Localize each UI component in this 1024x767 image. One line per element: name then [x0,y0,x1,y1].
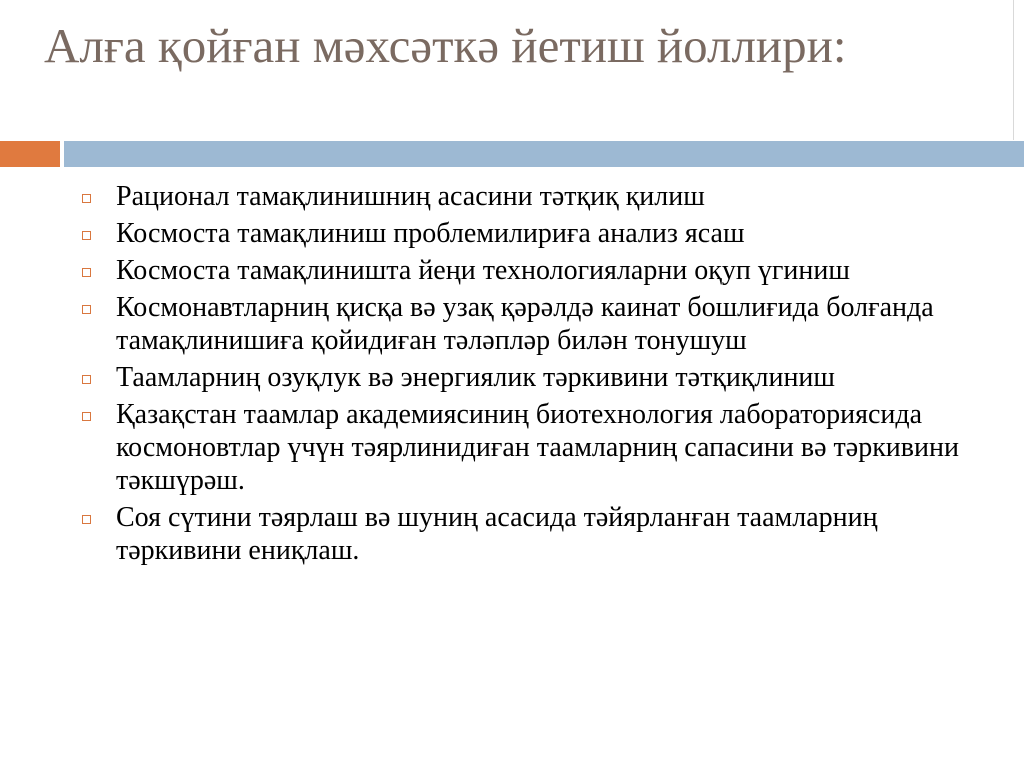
bullet-text: Қазақстан таамлар академиясиниң биотехнология лабораториясида космоновтлар үчүн тәярлинидиған таамларниң сапасини вә тәркивини тәкшүрәш. [116,399,959,496]
right-border-line [1013,0,1014,140]
accent-bar-orange [0,141,60,167]
bullet-text: Космоста тамақлиниш проблемилириға анализ ясаш [116,218,745,249]
slide-title: Алға қойған мәхсәткә йетиш йоллири: [44,18,847,73]
hollow-square-icon [82,305,91,314]
hollow-square-icon [82,375,91,384]
bullet-item [80,180,980,213]
bullet-list [80,180,980,571]
hollow-square-icon [82,194,91,203]
accent-bar-blue [64,141,1024,167]
bullet-item [80,217,980,250]
hollow-square-icon [82,231,91,240]
bullet-item [80,361,980,394]
hollow-square-icon [82,515,91,524]
bullet-item [80,398,980,497]
bullet-text: Соя сүтини тәярлаш вә шуниң асасида тәйярланған таамларниң тәркивини ениқлаш. [116,502,878,566]
bullet-text: Рационал тамақлинишниң асасини тәтқиқ қилиш [116,181,705,212]
bullet-item [80,291,980,357]
hollow-square-icon [82,412,91,421]
bullet-item [80,254,980,287]
hollow-square-icon [82,268,91,277]
bullet-item [80,501,980,567]
bullet-text: Космоста тамақлиништа йеңи технологияларни оқуп үгиниш [116,255,850,286]
bullet-text: Таамларниң озуқлук вә энергиялик тәркивини тәтқиқлиниш [116,362,835,393]
bullet-text: Космонавтларниң қисқа вә узақ қәрәлдә каинат бошлиғида болғанда тамақлинишиға қойидиған тәләпләр билән тонушуш [116,292,934,356]
